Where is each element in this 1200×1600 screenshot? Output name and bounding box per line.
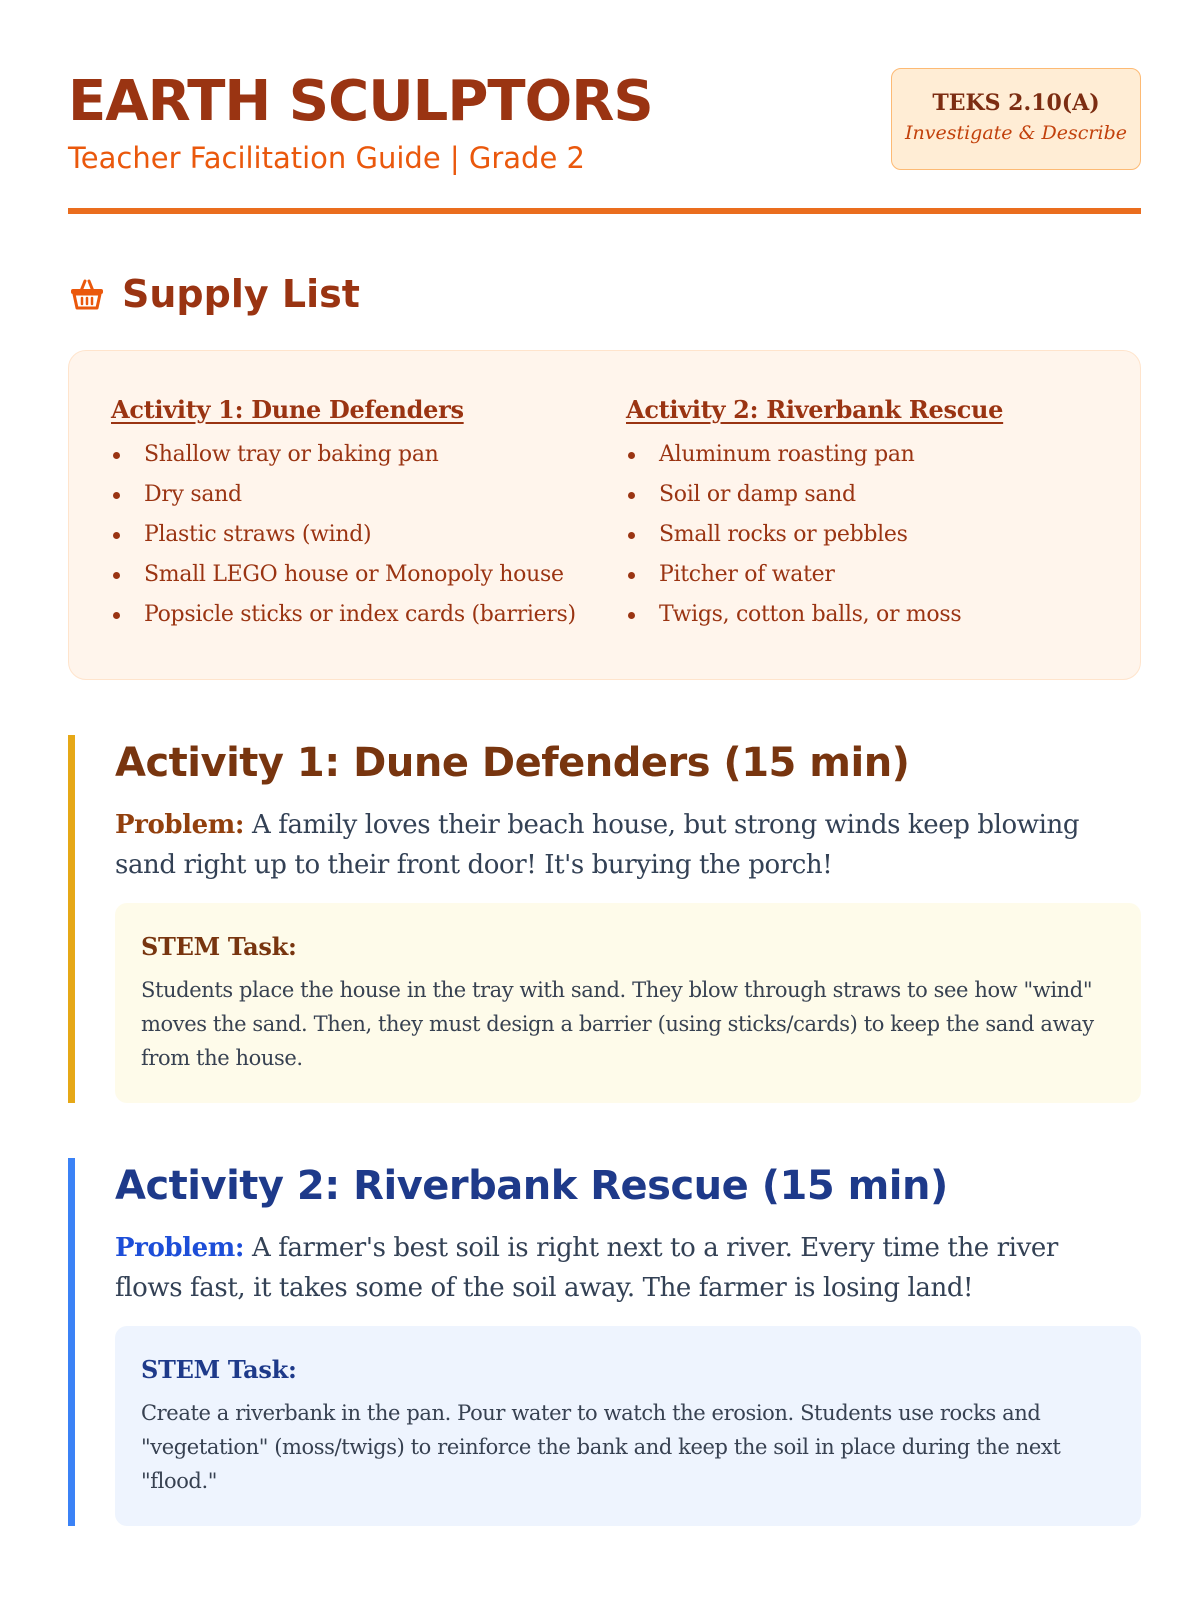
stem-task-label: STEM Task: xyxy=(141,932,297,961)
teacher-guide-page xyxy=(68,0,1141,1493)
page-title: EARTH SCULPTORS xyxy=(68,69,653,134)
problem-text: A family loves their beach house, but strong winds keep blowing sand right up to their front door! It's burying the porch! xyxy=(115,810,1080,880)
teks-description: Investigate & Describe xyxy=(905,122,1127,144)
problem-statement xyxy=(115,805,1125,885)
supply-item: Small LEGO house or Monopoly house xyxy=(111,555,581,595)
supply-items xyxy=(111,435,581,635)
supply-item: Plastic straws (wind) xyxy=(111,515,581,555)
basket-icon xyxy=(68,275,106,313)
page-subtitle: Teacher Facilitation Guide | Grade 2 xyxy=(68,141,585,175)
supply-list-box xyxy=(68,350,1141,680)
supply-item: Aluminum roasting pan xyxy=(626,435,1096,475)
header-divider xyxy=(68,208,1141,214)
supply-list-title: Supply List xyxy=(122,272,360,316)
teks-code: TEKS 2.10(A) xyxy=(932,90,1100,116)
activity-1-section xyxy=(68,735,1141,1103)
header xyxy=(68,0,1141,215)
activity-2-section xyxy=(68,1158,1141,1526)
supply-column-activity-2 xyxy=(626,393,1096,635)
problem-statement xyxy=(115,1228,1125,1308)
supply-item: Small rocks or pebbles xyxy=(626,515,1096,555)
problem-label: Problem: xyxy=(115,1233,245,1263)
supply-list-heading xyxy=(68,270,360,318)
supply-item: Dry sand xyxy=(111,475,581,515)
supply-item: Shallow tray or baking pan xyxy=(111,435,581,475)
stem-task-text: Create a riverbank in the pan. Pour water to watch the erosion. Students use rocks and "vegetation" (moss/twigs) to reinforce the bank and keep the soil in place during the next "flood." xyxy=(141,1401,1061,1493)
stem-task-label: STEM Task: xyxy=(141,1355,297,1384)
supply-item: Twigs, cotton balls, or moss xyxy=(626,595,1096,635)
problem-text: A farmer's best soil is right next to a river. Every time the river flows fast, it takes some of the soil away. The farmer is losing land! xyxy=(115,1233,1058,1303)
supply-column-heading: Activity 2: Riverbank Rescue xyxy=(626,395,1004,424)
activity-title: Activity 1: Dune Defenders (15 min) xyxy=(115,740,910,786)
supply-item: Popsicle sticks or index cards (barriers) xyxy=(111,595,581,635)
stem-task-box xyxy=(115,1326,1141,1526)
supply-item: Pitcher of water xyxy=(626,555,1096,595)
stem-task-text: Students place the house in the tray with sand. They blow through straws to see how "wind" moves the sand. Then, they must design a barrier (using sticks/cards) to keep the sand away from the house. xyxy=(141,978,1094,1070)
supply-items xyxy=(626,435,1096,635)
supply-column-heading: Activity 1: Dune Defenders xyxy=(111,395,464,424)
supply-column-activity-1 xyxy=(111,393,581,635)
activity-title: Activity 2: Riverbank Rescue (15 min) xyxy=(115,1163,948,1209)
teks-badge xyxy=(891,68,1141,170)
supply-item: Soil or damp sand xyxy=(626,475,1096,515)
stem-task-box xyxy=(115,903,1141,1103)
problem-label: Problem: xyxy=(115,810,245,840)
